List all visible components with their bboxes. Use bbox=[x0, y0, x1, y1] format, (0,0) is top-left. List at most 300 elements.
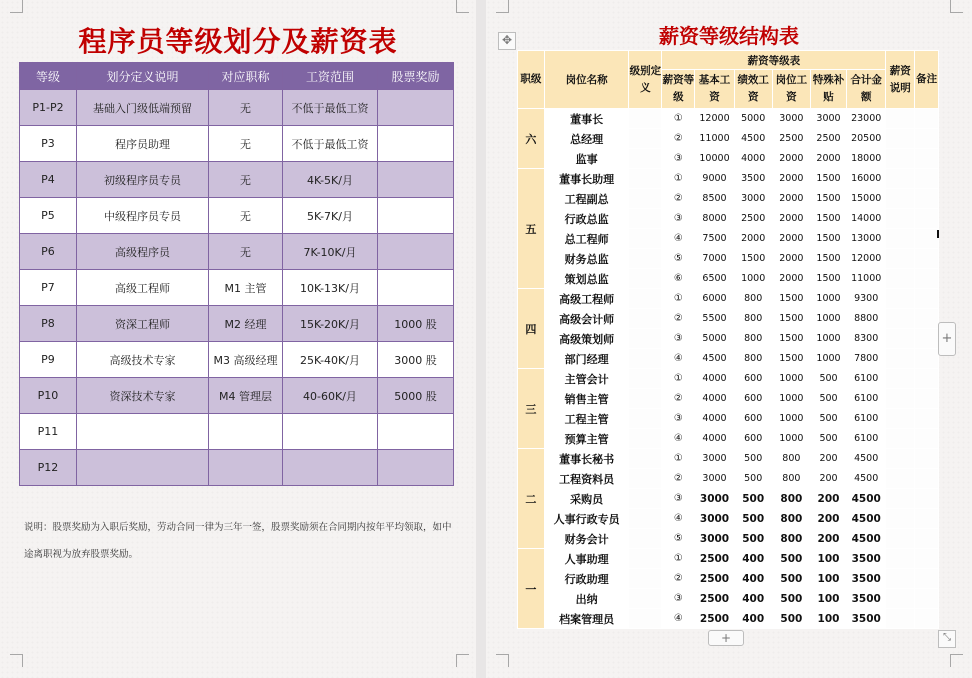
level-cell[interactable]: 三 bbox=[518, 369, 545, 449]
salary-cell[interactable]: 7800 bbox=[847, 349, 886, 369]
explain-cell[interactable] bbox=[886, 369, 915, 389]
salary-cell[interactable]: 20500 bbox=[847, 129, 886, 149]
salary-cell[interactable]: 1000 bbox=[772, 389, 810, 409]
position-cell[interactable]: 人事行政专员 bbox=[544, 509, 629, 529]
salary-cell[interactable]: 400 bbox=[734, 609, 772, 629]
position-cell[interactable]: 行政助理 bbox=[544, 569, 629, 589]
explain-cell[interactable] bbox=[886, 429, 915, 449]
table-cell[interactable] bbox=[378, 198, 454, 234]
salary-cell[interactable]: 9300 bbox=[847, 289, 886, 309]
remark-cell[interactable] bbox=[915, 469, 939, 489]
salary-cell[interactable]: 200 bbox=[810, 469, 846, 489]
position-cell[interactable]: 董事长秘书 bbox=[544, 449, 629, 469]
salary-cell[interactable]: 10000 bbox=[695, 149, 734, 169]
definition-cell[interactable] bbox=[629, 409, 662, 429]
salary-cell[interactable]: 200 bbox=[810, 529, 846, 549]
position-cell[interactable]: 出纳 bbox=[544, 589, 629, 609]
explain-cell[interactable] bbox=[886, 609, 915, 629]
salary-cell[interactable]: 4500 bbox=[847, 469, 886, 489]
salary-cell[interactable]: 500 bbox=[734, 469, 772, 489]
salary-cell[interactable]: 2500 bbox=[734, 209, 772, 229]
grade-cell[interactable]: ① bbox=[662, 549, 695, 569]
salary-cell[interactable]: 1500 bbox=[772, 329, 810, 349]
salary-cell[interactable]: 100 bbox=[810, 609, 846, 629]
salary-cell[interactable]: 6100 bbox=[847, 409, 886, 429]
salary-cell[interactable]: 500 bbox=[772, 569, 810, 589]
salary-cell[interactable]: 800 bbox=[772, 509, 810, 529]
explain-cell[interactable] bbox=[886, 209, 915, 229]
position-cell[interactable]: 董事长 bbox=[544, 109, 629, 129]
salary-cell[interactable]: 800 bbox=[734, 349, 772, 369]
definition-cell[interactable] bbox=[629, 569, 662, 589]
salary-cell[interactable]: 200 bbox=[810, 449, 846, 469]
definition-cell[interactable] bbox=[629, 349, 662, 369]
table-cell[interactable]: 资深技术专家 bbox=[77, 378, 209, 414]
salary-cell[interactable]: 500 bbox=[734, 489, 772, 509]
salary-cell[interactable]: 500 bbox=[810, 429, 846, 449]
level-cell[interactable]: 五 bbox=[518, 169, 545, 289]
explain-cell[interactable] bbox=[886, 489, 915, 509]
position-cell[interactable]: 策划总监 bbox=[544, 269, 629, 289]
explain-cell[interactable] bbox=[886, 189, 915, 209]
position-cell[interactable]: 预算主管 bbox=[544, 429, 629, 449]
salary-cell[interactable]: 1500 bbox=[772, 349, 810, 369]
remark-cell[interactable] bbox=[915, 289, 939, 309]
remark-cell[interactable] bbox=[915, 189, 939, 209]
table-cell[interactable]: 高级技术专家 bbox=[77, 342, 209, 378]
position-cell[interactable]: 工程主管 bbox=[544, 409, 629, 429]
table-cell[interactable]: P10 bbox=[20, 378, 77, 414]
salary-cell[interactable]: 15000 bbox=[847, 189, 886, 209]
salary-cell[interactable]: 12000 bbox=[695, 109, 734, 129]
explain-cell[interactable] bbox=[886, 129, 915, 149]
salary-cell[interactable]: 2000 bbox=[772, 189, 810, 209]
remark-cell[interactable] bbox=[915, 169, 939, 189]
salary-cell[interactable]: 800 bbox=[772, 489, 810, 509]
position-cell[interactable]: 高级工程师 bbox=[544, 289, 629, 309]
salary-cell[interactable]: 600 bbox=[734, 429, 772, 449]
explain-cell[interactable] bbox=[886, 149, 915, 169]
salary-cell[interactable]: 2500 bbox=[772, 129, 810, 149]
salary-cell[interactable]: 11000 bbox=[847, 269, 886, 289]
grade-cell[interactable]: ③ bbox=[662, 589, 695, 609]
table-cell[interactable]: 不低于最低工资 bbox=[283, 126, 378, 162]
salary-cell[interactable]: 2500 bbox=[695, 609, 734, 629]
definition-cell[interactable] bbox=[629, 289, 662, 309]
table-cell[interactable] bbox=[378, 450, 454, 486]
grade-cell[interactable]: ④ bbox=[662, 429, 695, 449]
salary-cell[interactable]: 2000 bbox=[772, 229, 810, 249]
salary-cell[interactable]: 2000 bbox=[772, 209, 810, 229]
table-cell[interactable]: P1-P2 bbox=[20, 90, 77, 126]
salary-cell[interactable]: 4500 bbox=[847, 449, 886, 469]
salary-cell[interactable]: 800 bbox=[772, 529, 810, 549]
table-cell[interactable]: 5K-7K/月 bbox=[283, 198, 378, 234]
remark-cell[interactable] bbox=[915, 609, 939, 629]
definition-cell[interactable] bbox=[629, 189, 662, 209]
explain-cell[interactable] bbox=[886, 529, 915, 549]
grade-cell[interactable]: ⑤ bbox=[662, 249, 695, 269]
explain-cell[interactable] bbox=[886, 169, 915, 189]
position-cell[interactable]: 工程副总 bbox=[544, 189, 629, 209]
grade-cell[interactable]: ④ bbox=[662, 509, 695, 529]
table-cell[interactable]: 高级程序员 bbox=[77, 234, 209, 270]
salary-cell[interactable]: 600 bbox=[734, 369, 772, 389]
salary-cell[interactable]: 800 bbox=[734, 329, 772, 349]
salary-cell[interactable]: 8300 bbox=[847, 329, 886, 349]
table-cell[interactable]: 10K-13K/月 bbox=[283, 270, 378, 306]
table-cell[interactable]: P11 bbox=[20, 414, 77, 450]
salary-cell[interactable]: 2000 bbox=[772, 249, 810, 269]
salary-cell[interactable]: 3500 bbox=[734, 169, 772, 189]
definition-cell[interactable] bbox=[629, 229, 662, 249]
salary-cell[interactable]: 9000 bbox=[695, 169, 734, 189]
table-cell[interactable]: 25K-40K/月 bbox=[283, 342, 378, 378]
salary-cell[interactable]: 1000 bbox=[772, 429, 810, 449]
table-cell[interactable]: 15K-20K/月 bbox=[283, 306, 378, 342]
grade-cell[interactable]: ③ bbox=[662, 209, 695, 229]
salary-cell[interactable]: 400 bbox=[734, 569, 772, 589]
salary-cell[interactable]: 100 bbox=[810, 549, 846, 569]
grade-cell[interactable]: ② bbox=[662, 389, 695, 409]
salary-cell[interactable]: 14000 bbox=[847, 209, 886, 229]
grade-cell[interactable]: ① bbox=[662, 169, 695, 189]
salary-cell[interactable]: 800 bbox=[772, 469, 810, 489]
salary-cell[interactable]: 1500 bbox=[810, 209, 846, 229]
remark-cell[interactable] bbox=[915, 389, 939, 409]
explain-cell[interactable] bbox=[886, 229, 915, 249]
explain-cell[interactable] bbox=[886, 389, 915, 409]
salary-cell[interactable]: 4500 bbox=[847, 529, 886, 549]
salary-cell[interactable]: 800 bbox=[734, 289, 772, 309]
salary-cell[interactable]: 8000 bbox=[695, 209, 734, 229]
salary-cell[interactable]: 1000 bbox=[810, 289, 846, 309]
grade-cell[interactable]: ② bbox=[662, 309, 695, 329]
salary-cell[interactable]: 400 bbox=[734, 549, 772, 569]
position-cell[interactable]: 人事助理 bbox=[544, 549, 629, 569]
salary-cell[interactable]: 1500 bbox=[734, 249, 772, 269]
salary-cell[interactable]: 8500 bbox=[695, 189, 734, 209]
salary-cell[interactable]: 4000 bbox=[734, 149, 772, 169]
explain-cell[interactable] bbox=[886, 289, 915, 309]
definition-cell[interactable] bbox=[629, 309, 662, 329]
table-cell[interactable]: P12 bbox=[20, 450, 77, 486]
remark-cell[interactable] bbox=[915, 549, 939, 569]
position-cell[interactable]: 财务会计 bbox=[544, 529, 629, 549]
salary-cell[interactable]: 23000 bbox=[847, 109, 886, 129]
table-cell[interactable]: 无 bbox=[209, 162, 283, 198]
salary-cell[interactable]: 1500 bbox=[810, 249, 846, 269]
explain-cell[interactable] bbox=[886, 449, 915, 469]
table-cell[interactable]: M3 高级经理 bbox=[209, 342, 283, 378]
salary-cell[interactable]: 5500 bbox=[695, 309, 734, 329]
add-column-button[interactable] bbox=[938, 322, 956, 356]
grade-cell[interactable]: ⑥ bbox=[662, 269, 695, 289]
salary-cell[interactable]: 1000 bbox=[810, 329, 846, 349]
table-cell[interactable] bbox=[77, 414, 209, 450]
position-cell[interactable]: 董事长助理 bbox=[544, 169, 629, 189]
level-cell[interactable]: 六 bbox=[518, 109, 545, 169]
salary-cell[interactable]: 2500 bbox=[695, 589, 734, 609]
salary-cell[interactable]: 6100 bbox=[847, 389, 886, 409]
definition-cell[interactable] bbox=[629, 509, 662, 529]
remark-cell[interactable] bbox=[915, 109, 939, 129]
table-cell[interactable] bbox=[378, 414, 454, 450]
salary-cell[interactable]: 3500 bbox=[847, 549, 886, 569]
remark-cell[interactable] bbox=[915, 509, 939, 529]
grade-cell[interactable]: ④ bbox=[662, 349, 695, 369]
table-cell[interactable]: 40-60K/月 bbox=[283, 378, 378, 414]
table-cell[interactable] bbox=[283, 414, 378, 450]
explain-cell[interactable] bbox=[886, 109, 915, 129]
definition-cell[interactable] bbox=[629, 269, 662, 289]
definition-cell[interactable] bbox=[629, 389, 662, 409]
position-cell[interactable]: 高级策划师 bbox=[544, 329, 629, 349]
definition-cell[interactable] bbox=[629, 449, 662, 469]
salary-cell[interactable]: 3000 bbox=[695, 489, 734, 509]
grade-cell[interactable]: ③ bbox=[662, 329, 695, 349]
definition-cell[interactable] bbox=[629, 369, 662, 389]
salary-cell[interactable]: 1000 bbox=[772, 369, 810, 389]
salary-cell[interactable]: 500 bbox=[810, 389, 846, 409]
explain-cell[interactable] bbox=[886, 309, 915, 329]
position-cell[interactable]: 监事 bbox=[544, 149, 629, 169]
explain-cell[interactable] bbox=[886, 469, 915, 489]
salary-cell[interactable]: 1000 bbox=[810, 349, 846, 369]
grade-cell[interactable]: ④ bbox=[662, 229, 695, 249]
definition-cell[interactable] bbox=[629, 209, 662, 229]
salary-cell[interactable]: 1000 bbox=[810, 309, 846, 329]
grade-cell[interactable]: ② bbox=[662, 189, 695, 209]
salary-cell[interactable]: 4000 bbox=[695, 369, 734, 389]
grade-cell[interactable]: ① bbox=[662, 109, 695, 129]
definition-cell[interactable] bbox=[629, 529, 662, 549]
table-cell[interactable] bbox=[209, 450, 283, 486]
salary-cell[interactable]: 2500 bbox=[695, 549, 734, 569]
salary-cell[interactable]: 100 bbox=[810, 569, 846, 589]
definition-cell[interactable] bbox=[629, 489, 662, 509]
salary-cell[interactable]: 4000 bbox=[695, 389, 734, 409]
table-cell[interactable]: 1000 股 bbox=[378, 306, 454, 342]
grade-cell[interactable]: ③ bbox=[662, 409, 695, 429]
salary-cell[interactable]: 500 bbox=[810, 409, 846, 429]
table-cell[interactable]: 无 bbox=[209, 234, 283, 270]
salary-cell[interactable]: 7000 bbox=[695, 249, 734, 269]
remark-cell[interactable] bbox=[915, 209, 939, 229]
salary-cell[interactable]: 2000 bbox=[772, 149, 810, 169]
salary-cell[interactable]: 1500 bbox=[810, 189, 846, 209]
table-cell[interactable]: 7K-10K/月 bbox=[283, 234, 378, 270]
grade-cell[interactable]: ② bbox=[662, 569, 695, 589]
salary-cell[interactable]: 3500 bbox=[847, 609, 886, 629]
salary-cell[interactable]: 1000 bbox=[772, 409, 810, 429]
salary-cell[interactable]: 2000 bbox=[734, 229, 772, 249]
salary-cell[interactable]: 600 bbox=[734, 409, 772, 429]
explain-cell[interactable] bbox=[886, 329, 915, 349]
salary-cell[interactable]: 3000 bbox=[695, 449, 734, 469]
table-cell[interactable]: P3 bbox=[20, 126, 77, 162]
table-cell[interactable]: P4 bbox=[20, 162, 77, 198]
remark-cell[interactable] bbox=[915, 229, 939, 249]
salary-cell[interactable]: 4500 bbox=[847, 489, 886, 509]
explain-cell[interactable] bbox=[886, 549, 915, 569]
salary-cell[interactable]: 800 bbox=[772, 449, 810, 469]
explain-cell[interactable] bbox=[886, 249, 915, 269]
definition-cell[interactable] bbox=[629, 589, 662, 609]
remark-cell[interactable] bbox=[915, 349, 939, 369]
definition-cell[interactable] bbox=[629, 429, 662, 449]
salary-cell[interactable]: 500 bbox=[734, 509, 772, 529]
salary-cell[interactable]: 1500 bbox=[810, 269, 846, 289]
grade-cell[interactable]: ① bbox=[662, 449, 695, 469]
table-cell[interactable]: 3000 股 bbox=[378, 342, 454, 378]
table-cell[interactable]: 中级程序员专员 bbox=[77, 198, 209, 234]
salary-cell[interactable]: 3000 bbox=[695, 529, 734, 549]
move-handle-icon[interactable]: ✥ bbox=[498, 32, 516, 50]
salary-cell[interactable]: 2000 bbox=[772, 269, 810, 289]
table-cell[interactable]: P5 bbox=[20, 198, 77, 234]
definition-cell[interactable] bbox=[629, 329, 662, 349]
grade-cell[interactable]: ⑤ bbox=[662, 529, 695, 549]
level-cell[interactable]: 四 bbox=[518, 289, 545, 369]
salary-cell[interactable]: 11000 bbox=[695, 129, 734, 149]
salary-cell[interactable]: 4000 bbox=[695, 409, 734, 429]
level-cell[interactable]: 一 bbox=[518, 549, 545, 629]
definition-cell[interactable] bbox=[629, 169, 662, 189]
salary-cell[interactable]: 4500 bbox=[734, 129, 772, 149]
remark-cell[interactable] bbox=[915, 369, 939, 389]
position-cell[interactable]: 采购员 bbox=[544, 489, 629, 509]
salary-cell[interactable]: 2000 bbox=[772, 169, 810, 189]
grade-cell[interactable]: ① bbox=[662, 289, 695, 309]
table-cell[interactable]: 无 bbox=[209, 198, 283, 234]
table-cell[interactable]: 初级程序员专员 bbox=[77, 162, 209, 198]
position-cell[interactable]: 总经理 bbox=[544, 129, 629, 149]
salary-cell[interactable]: 3000 bbox=[772, 109, 810, 129]
table-cell[interactable]: 基础入门级低端预留 bbox=[77, 90, 209, 126]
salary-cell[interactable]: 600 bbox=[734, 389, 772, 409]
salary-cell[interactable]: 3000 bbox=[810, 109, 846, 129]
salary-cell[interactable]: 1500 bbox=[810, 169, 846, 189]
salary-cell[interactable]: 3000 bbox=[734, 189, 772, 209]
table-cell[interactable]: 4K-5K/月 bbox=[283, 162, 378, 198]
remark-cell[interactable] bbox=[915, 489, 939, 509]
table-cell[interactable]: P9 bbox=[20, 342, 77, 378]
definition-cell[interactable] bbox=[629, 249, 662, 269]
salary-cell[interactable]: 500 bbox=[734, 529, 772, 549]
resize-icon[interactable]: ⤡ bbox=[938, 630, 956, 648]
explain-cell[interactable] bbox=[886, 569, 915, 589]
grade-cell[interactable]: ④ bbox=[662, 609, 695, 629]
position-cell[interactable]: 主管会计 bbox=[544, 369, 629, 389]
explain-cell[interactable] bbox=[886, 269, 915, 289]
explain-cell[interactable] bbox=[886, 509, 915, 529]
table-cell[interactable] bbox=[378, 90, 454, 126]
explain-cell[interactable] bbox=[886, 349, 915, 369]
grade-cell[interactable]: ③ bbox=[662, 489, 695, 509]
table-cell[interactable] bbox=[378, 162, 454, 198]
table-cell[interactable]: M4 管理层 bbox=[209, 378, 283, 414]
salary-cell[interactable]: 7500 bbox=[695, 229, 734, 249]
salary-cell[interactable]: 500 bbox=[772, 549, 810, 569]
position-cell[interactable]: 财务总监 bbox=[544, 249, 629, 269]
position-cell[interactable]: 档案管理员 bbox=[544, 609, 629, 629]
salary-cell[interactable]: 500 bbox=[772, 609, 810, 629]
table-cell[interactable] bbox=[378, 270, 454, 306]
salary-cell[interactable]: 3000 bbox=[695, 509, 734, 529]
remark-cell[interactable] bbox=[915, 309, 939, 329]
grade-cell[interactable]: ② bbox=[662, 469, 695, 489]
table-cell[interactable]: 5000 股 bbox=[378, 378, 454, 414]
table-cell[interactable]: P6 bbox=[20, 234, 77, 270]
remark-cell[interactable] bbox=[915, 249, 939, 269]
salary-cell[interactable]: 500 bbox=[810, 369, 846, 389]
remark-cell[interactable] bbox=[915, 449, 939, 469]
position-cell[interactable]: 工程资料员 bbox=[544, 469, 629, 489]
remark-cell[interactable] bbox=[915, 569, 939, 589]
grade-cell[interactable]: ① bbox=[662, 369, 695, 389]
level-cell[interactable]: 二 bbox=[518, 449, 545, 549]
add-row-button[interactable] bbox=[708, 630, 744, 646]
remark-cell[interactable] bbox=[915, 589, 939, 609]
salary-cell[interactable]: 200 bbox=[810, 509, 846, 529]
salary-cell[interactable]: 1000 bbox=[734, 269, 772, 289]
grade-cell[interactable]: ③ bbox=[662, 149, 695, 169]
grade-cell[interactable]: ② bbox=[662, 129, 695, 149]
salary-cell[interactable]: 3000 bbox=[695, 469, 734, 489]
table-cell[interactable] bbox=[378, 234, 454, 270]
salary-cell[interactable]: 16000 bbox=[847, 169, 886, 189]
salary-cell[interactable]: 500 bbox=[734, 449, 772, 469]
table-cell[interactable]: M2 经理 bbox=[209, 306, 283, 342]
remark-cell[interactable] bbox=[915, 409, 939, 429]
table-cell[interactable]: 资深工程师 bbox=[77, 306, 209, 342]
remark-cell[interactable] bbox=[915, 129, 939, 149]
salary-cell[interactable]: 1500 bbox=[772, 289, 810, 309]
table-cell[interactable]: M1 主管 bbox=[209, 270, 283, 306]
salary-cell[interactable]: 4500 bbox=[695, 349, 734, 369]
salary-cell[interactable]: 3500 bbox=[847, 589, 886, 609]
position-cell[interactable]: 总工程师 bbox=[544, 229, 629, 249]
salary-cell[interactable]: 18000 bbox=[847, 149, 886, 169]
table-cell[interactable]: 无 bbox=[209, 126, 283, 162]
table-cell[interactable]: 无 bbox=[209, 90, 283, 126]
remark-cell[interactable] bbox=[915, 429, 939, 449]
position-cell[interactable]: 高级会计师 bbox=[544, 309, 629, 329]
remark-cell[interactable] bbox=[915, 329, 939, 349]
salary-cell[interactable]: 2500 bbox=[695, 569, 734, 589]
salary-cell[interactable]: 6000 bbox=[695, 289, 734, 309]
salary-cell[interactable]: 2500 bbox=[810, 129, 846, 149]
salary-cell[interactable]: 2000 bbox=[810, 149, 846, 169]
table-cell[interactable]: 程序员助理 bbox=[77, 126, 209, 162]
salary-cell[interactable]: 1500 bbox=[772, 309, 810, 329]
table-cell[interactable]: 不低于最低工资 bbox=[283, 90, 378, 126]
remark-cell[interactable] bbox=[915, 149, 939, 169]
table-cell[interactable]: P8 bbox=[20, 306, 77, 342]
definition-cell[interactable] bbox=[629, 129, 662, 149]
definition-cell[interactable] bbox=[629, 549, 662, 569]
salary-cell[interactable]: 12000 bbox=[847, 249, 886, 269]
salary-cell[interactable]: 500 bbox=[772, 589, 810, 609]
table-cell[interactable]: 高级工程师 bbox=[77, 270, 209, 306]
salary-cell[interactable]: 4000 bbox=[695, 429, 734, 449]
definition-cell[interactable] bbox=[629, 149, 662, 169]
salary-cell[interactable]: 13000 bbox=[847, 229, 886, 249]
table-cell[interactable] bbox=[283, 450, 378, 486]
explain-cell[interactable] bbox=[886, 589, 915, 609]
definition-cell[interactable] bbox=[629, 109, 662, 129]
